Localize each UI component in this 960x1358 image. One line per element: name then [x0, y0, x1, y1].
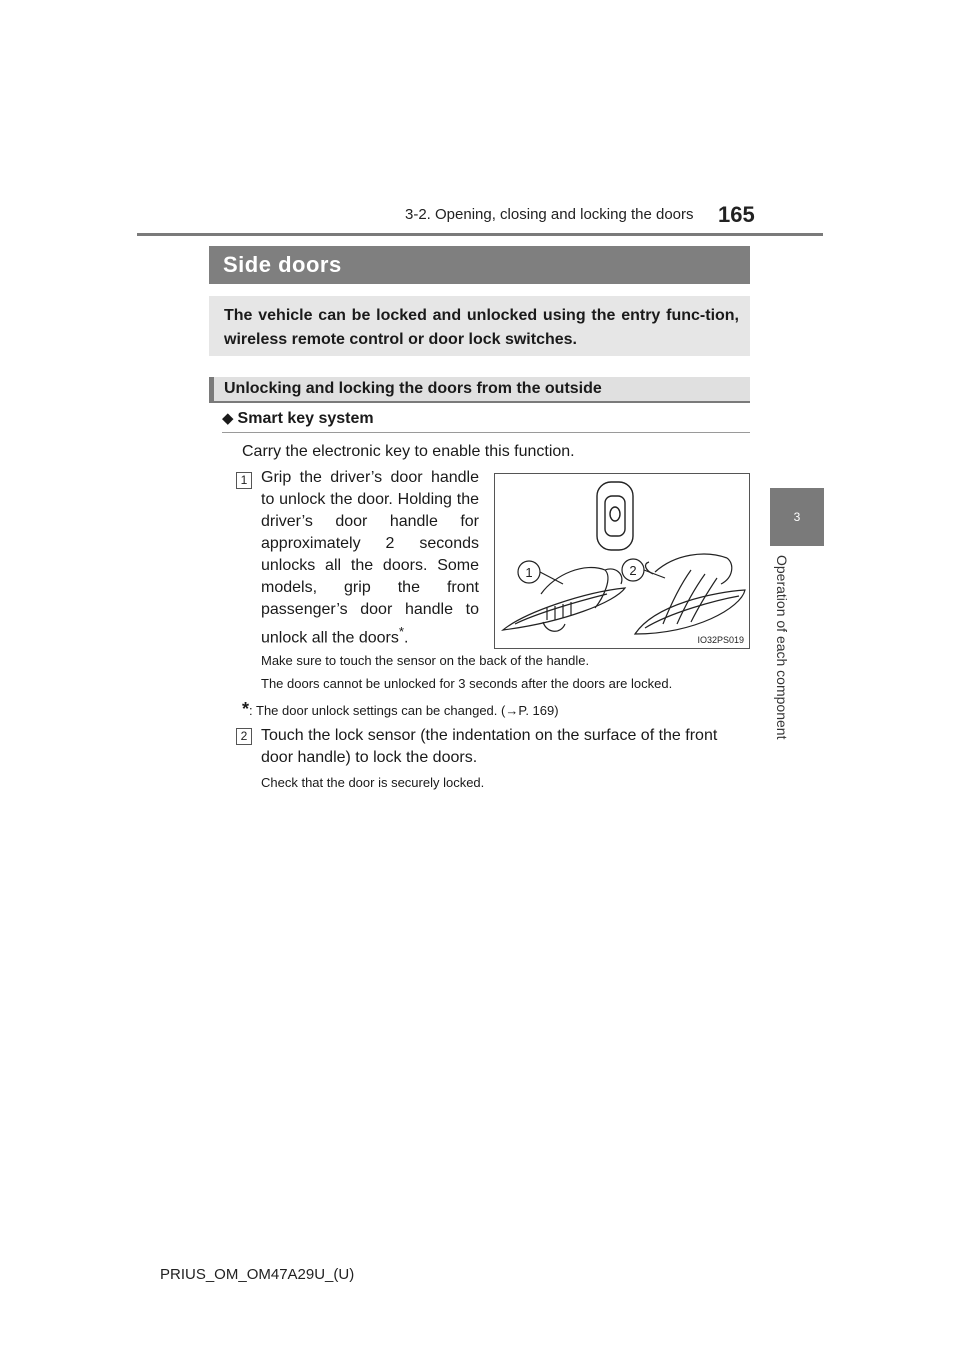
- smart-key-heading: [222, 409, 374, 428]
- smart-key-heading-text: Smart key system: [237, 410, 374, 427]
- subsection-title: Unlocking and locking the doors from the outside: [224, 380, 602, 397]
- footnote-marker: *: [242, 699, 250, 719]
- door-handle-illustration: [494, 473, 750, 649]
- section-title: Side doors: [223, 252, 342, 277]
- heading-rule: [222, 432, 750, 433]
- subsection-header: [209, 377, 750, 403]
- illustration-code: IO32PS019: [697, 635, 744, 645]
- footnote-text: : The door unlock settings can be changed. (→P. 169): [249, 703, 559, 718]
- callout-1-number: 1: [525, 565, 533, 580]
- smart-key-fob-icon: [597, 482, 633, 550]
- header-divider: [137, 233, 823, 236]
- chapter-side-label-text: Operation of each component: [774, 555, 790, 740]
- page-number: 165: [718, 202, 755, 227]
- step-1-body: Grip the driver’s door handle to unlock the door. Holding the driver’s door handle for approximately 2 seconds unlocks all the doors. Some models, grip the front passenger’s door handle to unlock all the doors: [261, 469, 479, 647]
- document-code: PRIUS_OM_OM47A29U_(U): [160, 1266, 355, 1283]
- step-2-badge: 2: [236, 728, 252, 745]
- subsection-accent: [209, 377, 214, 403]
- step-1-note-2: The doors cannot be unlocked for 3 seconds after the doors are locked.: [261, 676, 673, 691]
- step-2-note: Check that the door is securely locked.: [261, 775, 485, 790]
- section-title-bar: [209, 246, 750, 284]
- step-1-period: .: [404, 629, 409, 647]
- step-1-note-1: Make sure to touch the sensor on the back of the handle.: [261, 653, 590, 668]
- step-2-text: Touch the lock sensor (the indentation on the surface of the front door handle) to lock the doors.: [261, 727, 718, 766]
- callout-2-number: 2: [629, 563, 637, 578]
- door-handle-drawing: [495, 474, 751, 650]
- intro-box: [209, 296, 750, 356]
- driver-handle-hand-icon: [503, 567, 625, 631]
- diamond-bullet-icon: ◆: [222, 410, 234, 427]
- step-1-badge: 1: [236, 472, 252, 489]
- chapter-thumb-tab: 3: [770, 488, 824, 546]
- chapter-title: 3-2. Opening, closing and locking the doors: [405, 206, 694, 223]
- step-1-text: [261, 467, 479, 649]
- chapter-side-label: [774, 555, 798, 745]
- step-1-asterisk: *: [398, 624, 405, 639]
- passenger-handle-hand-icon: [635, 554, 745, 634]
- footnote: [242, 700, 559, 720]
- smart-key-lead: Carry the electronic key to enable this function.: [242, 443, 575, 460]
- intro-text: The vehicle can be locked and unlocked using the entry func-tion, wireless remote control or door lock switches.: [224, 307, 739, 348]
